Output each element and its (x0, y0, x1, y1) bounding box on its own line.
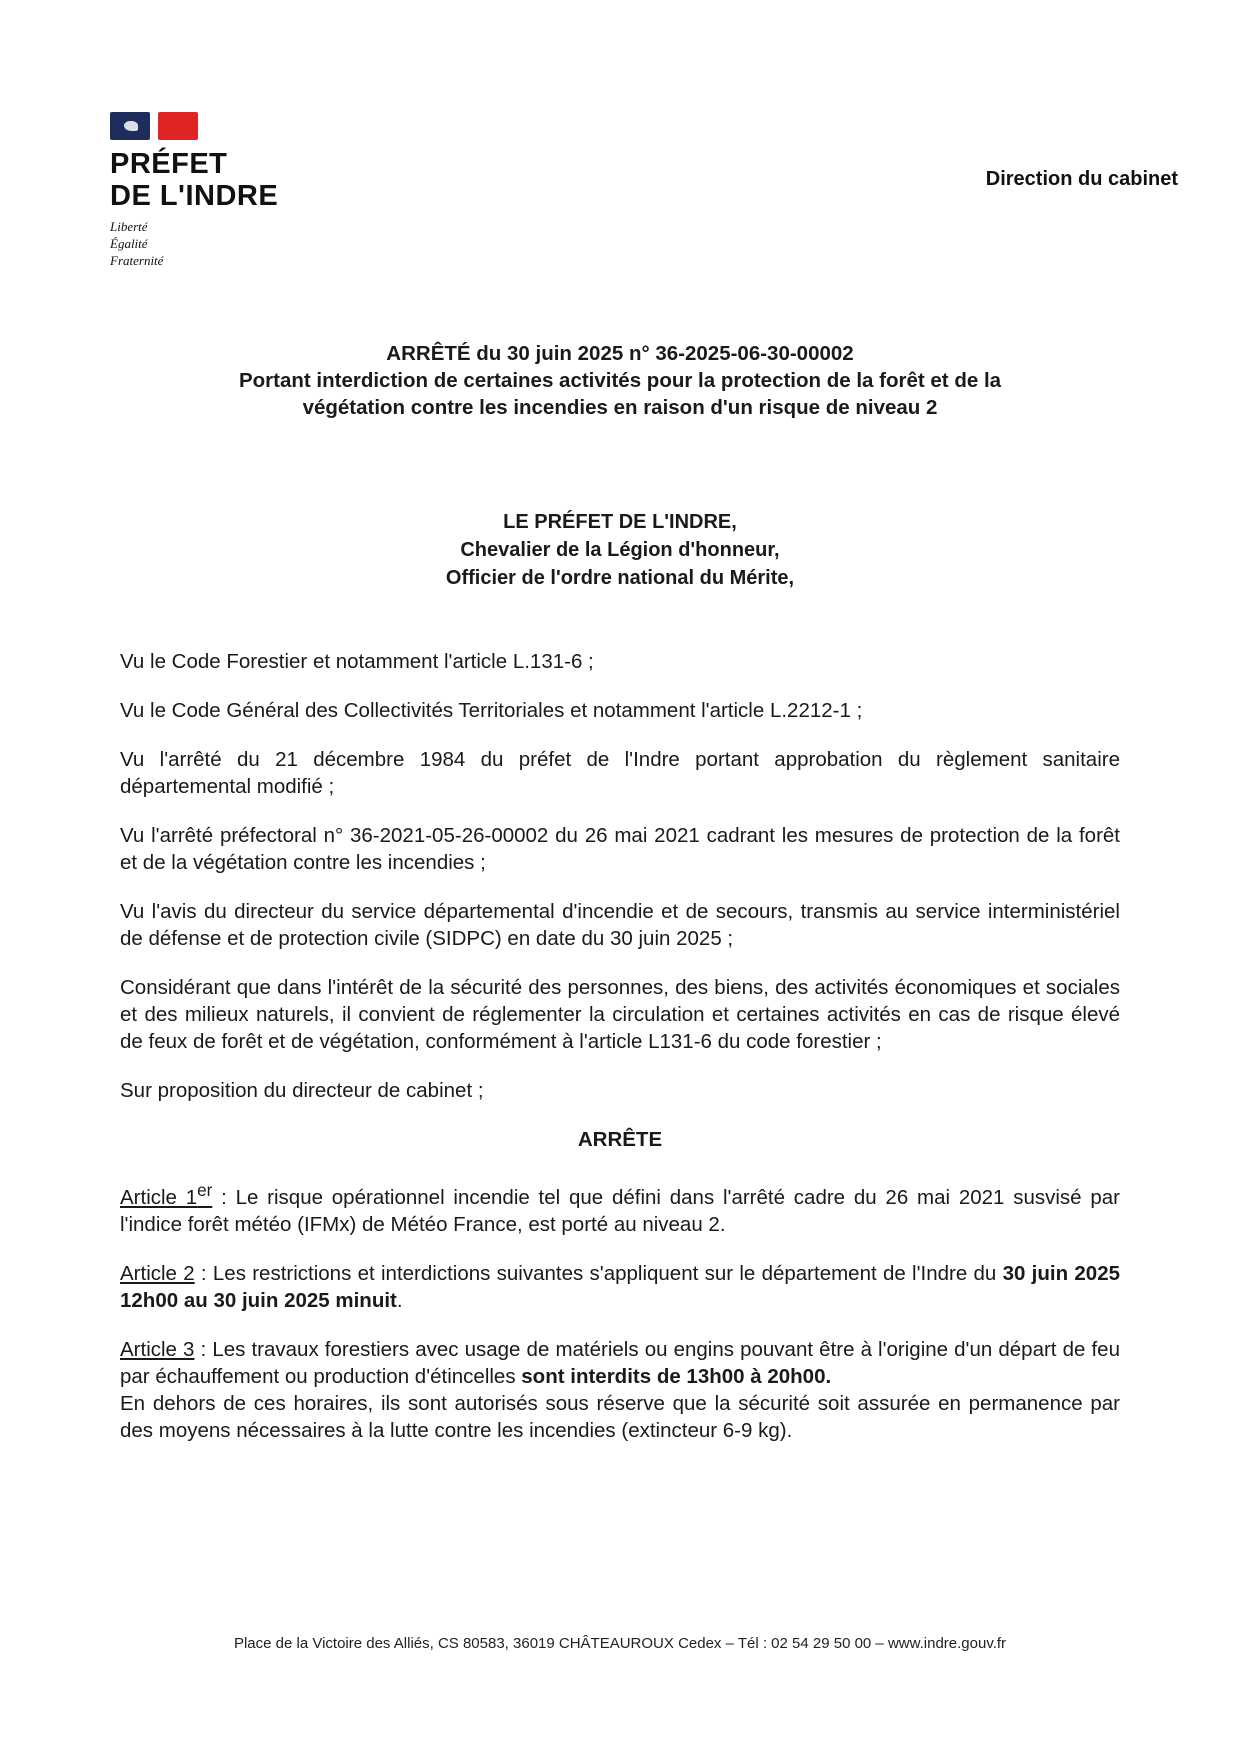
motto-liberte: Liberté (110, 219, 148, 234)
footer-address: Place de la Victoire des Alliés, CS 80583, 36019 CHÂTEAUROUX Cedex – Tél : 02 54 29 50 00 – www.indre.gouv.fr (233, 1635, 1007, 1652)
article-2-period: 30 juin 2025 12h00 au 30 juin 2025 minuit (120, 1261, 1120, 1312)
consideration-arrete-2021: Vu l'arrêté préfectoral n° 36-2021-05-26-00002 du 26 mai 2021 cadrant les mesures de protection de la forêt et de la végétation contre les incendies ; (120, 824, 1120, 874)
article-3-hours: sont interdits de 13h00 à 20h00. (521, 1364, 832, 1388)
decree-title (0, 340, 1240, 421)
consideration-arrete-1984: Vu l'arrêté du 21 décembre 1984 du préfet de l'Indre portant approbation du règlement sanitaire départemental modifié ; (120, 748, 1120, 798)
consideration-cgct: Vu le Code Général des Collectivités Territoriales et notamment l'article L.2212-1 ; (120, 699, 863, 722)
french-flag-icon (110, 112, 440, 140)
article-1 (120, 1177, 1120, 1238)
decree-subject-line2: végétation contre les incendies en raison d'un risque de niveau 2 (302, 396, 938, 419)
consideration-securite: Considérant que dans l'intérêt de la sécurité des personnes, des biens, des activités économiques et sociales et des milieux naturels, il convient de réglementer la circulation et certaines activités en cas de risque élevé de feux de forêt et de végétation, conformément à l'article L131-6 du code forestier ; (120, 976, 1120, 1053)
department-label: Direction du cabinet (985, 168, 1178, 190)
marianne-icon (110, 112, 150, 140)
decree-body (120, 648, 1120, 1444)
arrete-heading: ARRÊTE (577, 1128, 663, 1151)
consideration-proposition: Sur proposition du directeur de cabinet ; (120, 1079, 484, 1102)
flag-red-band (158, 112, 198, 140)
article-3-label: Article 3 (120, 1337, 195, 1361)
article-2-label: Article 2 (120, 1261, 195, 1285)
prefecture-logo (110, 112, 440, 269)
prefect-name: LE PRÉFET DE L'INDRE, (503, 511, 737, 533)
republic-motto (110, 218, 440, 269)
article-3-text: : Les travaux forestiers avec usage de matériels ou engins pouvant être à l'origine d'un départ de feu par échauffement ou production d'étincelles (120, 1337, 1120, 1388)
logo-title-line1: PRÉFET (110, 148, 228, 180)
motto-fraternite: Fraternité (110, 253, 164, 268)
article-3 (120, 1336, 1120, 1444)
prefect-titles (0, 508, 1240, 592)
decree-subject-line1: Portant interdiction de certaines activités pour la protection de la forêt et de la (238, 369, 1002, 392)
article-1-label: Article 1er (120, 1181, 213, 1209)
article-1-text: : Le risque opérationnel incendie tel que défini dans l'arrêté cadre du 26 mai 2021 susvisé par l'indice forêt météo (IFMx) de Météo France, est porté au niveau 2. (120, 1185, 1120, 1236)
consideration-avis-sdis: Vu l'avis du directeur du service départemental d'incendie et de secours, transmis au service interministériel de défense et de protection civile (SIDPC) en date du 30 juin 2025 ; (120, 900, 1120, 950)
article-3-text2: En dehors de ces horaires, ils sont autorisés sous réserve que la sécurité soit assurée en permanence par des moyens nécessaires à la lutte contre les incendies (extincteur 6-9 kg). (120, 1391, 1120, 1442)
consideration-code-forestier: Vu le Code Forestier et notamment l'article L.131-6 ; (120, 650, 594, 673)
article-2-text: : Les restrictions et interdictions suivantes s'appliquent sur le département de l'Indre du (194, 1261, 1003, 1285)
decree-number: ARRÊTÉ du 30 juin 2025 n° 36-2025-06-30-00002 (386, 342, 854, 365)
motto-egalite: Égalité (110, 236, 148, 251)
prefect-title-legion: Chevalier de la Légion d'honneur, (460, 539, 780, 561)
article-2: Article 2 : Les restrictions et interdictions suivantes s'appliquent sur le département de l'Indre du 30 juin 2025 12h00 au 30 juin 2025 minuit. (120, 1261, 1120, 1312)
prefect-title-merite: Officier de l'ordre national du Mérite, (445, 567, 795, 589)
logo-title-line2: DE L'INDRE (110, 180, 279, 212)
